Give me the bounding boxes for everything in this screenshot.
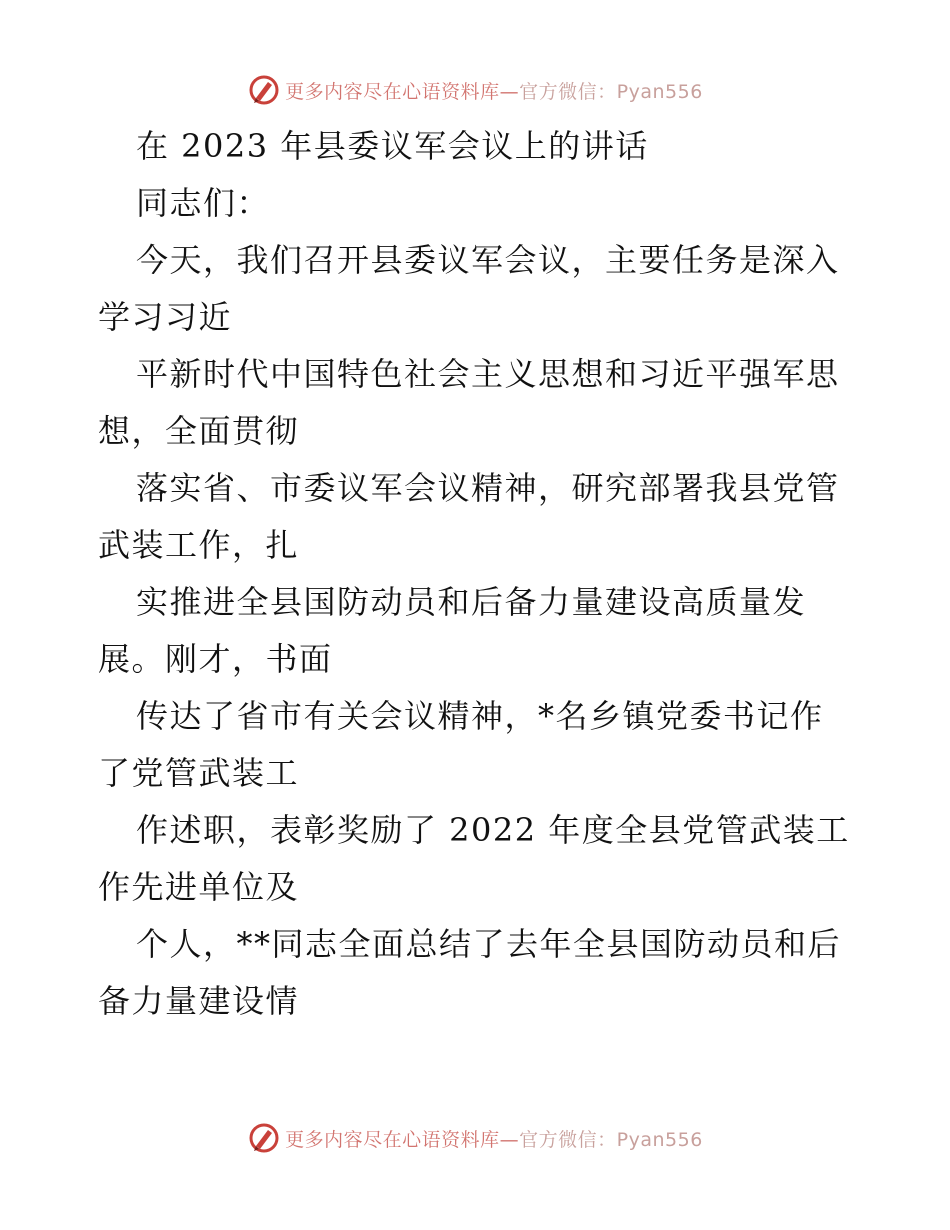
paragraph-line: 个人，**同志全面总结了去年全县国防动员和后: [136, 925, 842, 963]
footer-watermark: [0, 1118, 950, 1158]
watermark-text: 更多内容尽在心语资料库—官方微信：Pyan556: [285, 80, 703, 103]
paragraph-line: 平新时代中国特色社会主义思想和习近平强军思: [136, 355, 840, 393]
paragraph-line: 今天，我们召开县委议军会议，主要任务是深入: [136, 241, 840, 279]
document-body: [0, 118, 950, 1030]
paragraph-line: 作先进单位及: [98, 868, 300, 906]
paragraph-line: 备力量建设情: [98, 982, 300, 1020]
pen-logo-icon: [247, 1121, 281, 1155]
paragraph-line: 落实省、市委议军会议精神，研究部署我县党管: [136, 469, 840, 507]
document-title: 在 2023 年县委议军会议上的讲话: [136, 127, 649, 165]
paragraph-line: 展。刚才，书面: [98, 640, 333, 678]
paragraph-line: 实推进全县国防动员和后备力量建设高质量发: [136, 583, 807, 621]
paragraph-line: 作述职，表彰奖励了 2022 年度全县党管武装工: [136, 811, 850, 849]
paragraph-line: 同志们：: [136, 184, 271, 222]
header-watermark: [0, 70, 950, 110]
pen-logo-icon: [247, 73, 281, 107]
paragraph-line: 了党管武装工: [98, 754, 300, 792]
paragraph-line: 武装工作，扎: [98, 526, 300, 564]
paragraph-line: 学习习近: [98, 298, 233, 336]
watermark-text: 更多内容尽在心语资料库—官方微信：Pyan556: [285, 1128, 703, 1151]
paragraph-line: 传达了省市有关会议精神，*名乡镇党委书记作: [136, 697, 824, 735]
paragraph-line: 想，全面贯彻: [98, 412, 300, 450]
